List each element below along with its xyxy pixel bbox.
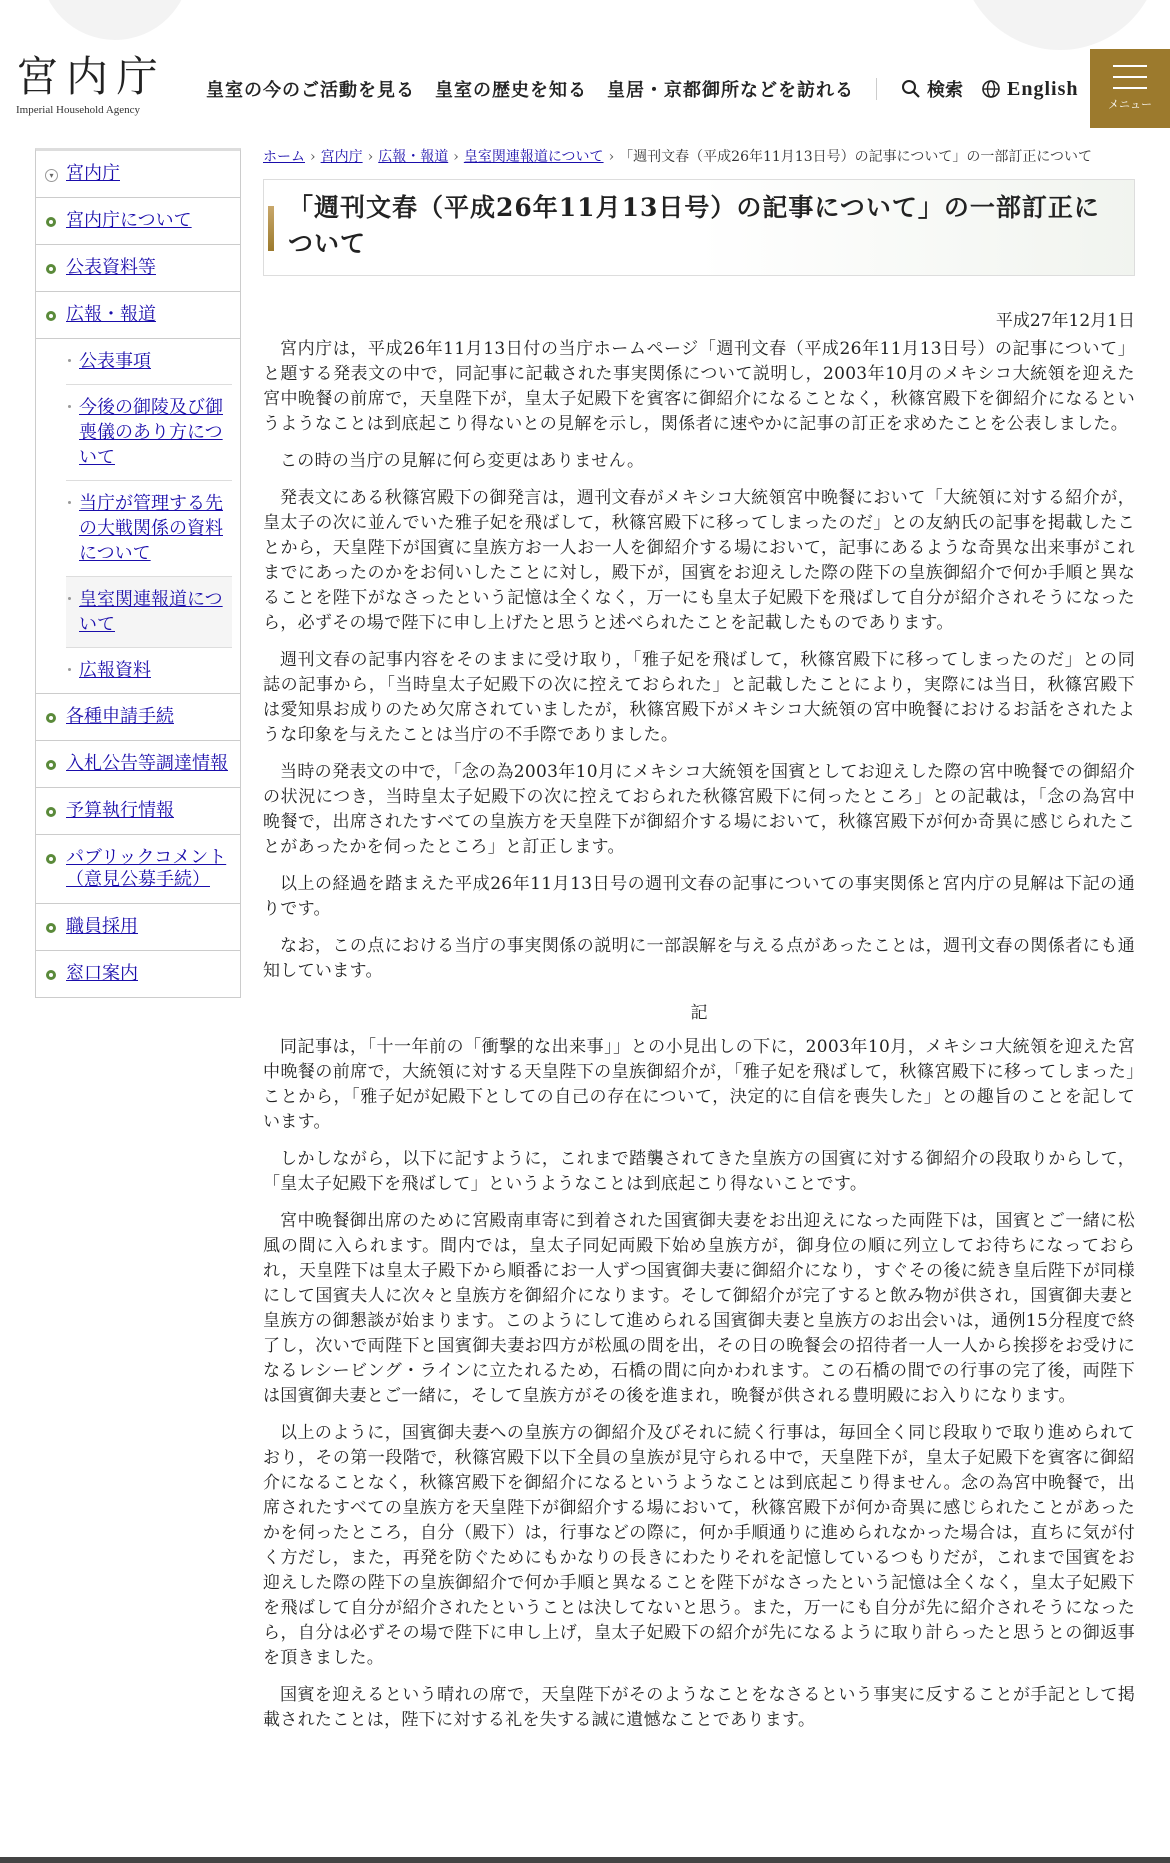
sidebar-item-top[interactable]: [36, 151, 240, 198]
sidebar-subitem[interactable]: [66, 385, 232, 481]
page-title-box: [263, 179, 1135, 276]
bullet-icon: [46, 713, 56, 723]
sidebar-sublink[interactable]: 公表事項: [79, 351, 151, 372]
bottom-bar: [0, 1857, 1170, 1863]
nav-visit[interactable]: 皇居・京都御所などを訪れる: [607, 80, 854, 101]
sidebar-sublink[interactable]: 皇室関連報道について: [79, 589, 223, 635]
sidebar-link[interactable]: パブリックコメント（意見公募手続）: [66, 847, 227, 890]
article-paragraph: しかしながら，以下に記すように，これまで踏襲されてきた皇族方の国賓に対する御紹介の段取りからして，「皇太子妃殿下を飛ばして」というようなことは到底起こり得ないことです。: [263, 1149, 1135, 1194]
sidebar-subitem[interactable]: [66, 648, 232, 693]
sidebar-item-public-docs[interactable]: [36, 245, 240, 292]
sidebar-item-budget[interactable]: [36, 788, 240, 835]
sidebar-subitem[interactable]: [66, 481, 232, 577]
sidebar-item-contact[interactable]: [36, 951, 240, 997]
global-nav: [206, 76, 1078, 102]
search-icon: [901, 79, 921, 99]
breadcrumb: [263, 145, 1135, 169]
hamburger-icon: [1113, 65, 1147, 89]
sidebar-subitem[interactable]: [66, 339, 232, 385]
sidebar-link[interactable]: 宮内庁について: [66, 210, 192, 231]
sidebar-link[interactable]: 広報・報道: [66, 304, 156, 325]
search-button[interactable]: [901, 76, 963, 102]
sidebar-submenu: [36, 339, 240, 694]
sidebar-nav: [35, 148, 241, 998]
globe-icon: [981, 79, 1001, 99]
site-header: [0, 0, 1170, 140]
site-logo[interactable]: [16, 52, 166, 116]
article-paragraph: 発表文にある秋篠宮殿下の御発言は，週刊文春がメキシコ大統領宮中晩餐において「大統領に対する紹介が，皇太子の次に並んでいた雅子妃を飛ばして，秋篠宮殿下に移ってしまったのだ」との友納氏の記事を掲載したことから，天皇陛下が国賓に皇族方お一人お一人を御紹介する場において，記事にあるような奇異な出来事がこれまでにあったのかをお伺いしたことに対し，殿下が，国賓をお迎えした際の陛下の皇族御紹介で何か手順と異なることを陛下がなさったという記憶は全くなく，万一にも皇太子妃殿下を飛ばして自分が紹介されそうになったら，必ずその場で陛下に申し上げたと思うと述べられたことを記載したものであります。: [263, 488, 1135, 633]
sidebar-subitem-current[interactable]: [66, 577, 232, 648]
article-paragraph: 宮内庁は，平成26年11月13日付の当庁ホームページ「週刊文春（平成26年11月13日号）の記事について」と題する発表文の中で，同記事に記載された事実関係について説明し，2003年10月のメキシコ大統領を迎えた宮中晩餐の前席で，天皇陛下が，皇太子妃殿下を賓客に御紹介になることなく，秋篠宮殿下を御紹介になるというようなことは到底起こり得ないとの見解を示し，関係者に速やかに記事の訂正を求めたことを公表しました。: [263, 339, 1135, 434]
sidebar-sublink[interactable]: 広報資料: [79, 660, 151, 681]
sidebar-item-press[interactable]: [36, 292, 240, 339]
logo-text: 宮内庁: [16, 52, 167, 101]
sidebar-link[interactable]: 各種申請手続: [66, 706, 174, 727]
sidebar-link[interactable]: 窓口案内: [66, 963, 138, 984]
bullet-icon: [46, 311, 56, 321]
article-paragraph: 以上のように，国賓御夫妻への皇族方の御紹介及びそれに続く行事は，毎回全く同じ段取りで取り進められており，その第一段階で，秋篠宮殿下以下全員の皇族が見守られる中で，天皇陛下が，皇太子妃殿下を賓客に御紹介になることなく，秋篠宮殿下を御紹介になるというようなことは到底起こり得ません。念の為宮中晩餐で，出席されたすべての皇族方を天皇陛下が御紹介する場において，秋篠宮殿下が何か奇異に感じられたことがあったかを伺ったところ，自分（殿下）は，行事などの際に，何か手順通りに進められなかった場合は，直ちに気が付く方だし，また，再発を防ぐためにもかなりの長きにわたりそれを記憶しているつもりだが，これまで国賓をお迎えした際の陛下の皇族御紹介で何か手順と異なることを陛下がなさったという記憶は全くなく，皇太子妃殿下を飛ばして自分が紹介されたということは決してないと思う。また，万一にも自分が先に紹介されそうになったら，自分は必ずその場で陛下に申し上げ，皇太子妃殿下の紹介が先になるように取り計らったと思うとの御返事を頂きました。: [263, 1423, 1135, 1668]
sidebar-link[interactable]: 公表資料等: [66, 257, 156, 278]
sidebar-item-recruitment[interactable]: [36, 904, 240, 951]
breadcrumb-link[interactable]: 広報・報道: [378, 149, 449, 165]
sidebar-item-procurement[interactable]: [36, 741, 240, 788]
menu-label: メニュー: [1108, 98, 1152, 111]
page-title: 「週刊文春（平成26年11月13日号）の記事について」の一部訂正について: [288, 193, 1100, 258]
search-label: 検索: [927, 80, 963, 101]
article-paragraph: 宮中晩餐御出席のために宮殿南車寄に到着された国賓御夫妻をお出迎えになった両陛下は，国賓とご一緒に松風の間に入られます。間内では，皇太子同妃両殿下始め皇族方が，御身位の順に列立してお待ちになっておられ，天皇陛下は皇太子殿下から順番にお一人ずつ国賓御夫妻に御紹介になり，すぐその後に続き皇后陛下が同様にして国賓夫人に次々と皇族方を御紹介になります。そして御紹介が完了すると飲み物が供され，国賓御夫妻と皇族方の御懇談が始まります。このようにして進められる国賓御夫妻と皇族方のお出会いは，通例15分程度で終了し，次いで両陛下と国賓御夫妻お四方が松風の間を出，その日の晩餐会の招待者一人一人から挨拶をお受けになるレシービング・ラインに立たれるため，石橋の間に向かわれます。この石橋の間での行事の完了後，両陛下は国賓御夫妻とご一緒に，そして皇族方がその後を進まれ，晩餐が供される豊明殿にお入りになります。: [263, 1211, 1135, 1406]
bullet-icon: [46, 807, 56, 817]
breadcrumb-home[interactable]: ホーム: [263, 149, 305, 165]
bullet-icon: [46, 217, 56, 227]
bullet-icon: [46, 970, 56, 980]
sidebar-item-applications[interactable]: [36, 694, 240, 741]
sidebar-item-public-comment[interactable]: [36, 835, 240, 904]
collapse-icon[interactable]: ▾: [45, 169, 58, 182]
nav-activities[interactable]: 皇室の今のご活動を見る: [206, 80, 415, 101]
article-paragraph: この時の当庁の見解に何ら変更はありません。: [280, 451, 645, 471]
bullet-icon: [46, 760, 56, 770]
nav-history[interactable]: 皇室の歴史を知る: [435, 80, 587, 101]
english-link[interactable]: [981, 78, 1078, 101]
nav-divider: [876, 78, 877, 100]
sidebar-link[interactable]: 入札公告等調達情報: [66, 753, 228, 774]
article-paragraph: 当時の発表文の中で，「念の為2003年10月にメキシコ大統領を国賓としてお迎えした際の宮中晩餐での御紹介の状況につき，当時皇太子妃殿下の次に控えておられた秋篠宮殿下に伺ったところ」との記載は，「念の為宮中晩餐で，出席されたすべての皇族方を天皇陛下が御紹介する場において，秋篠宮殿下が何か奇異に感じられたことがあったかを伺ったところ」と訂正します。: [263, 762, 1135, 857]
publish-date: 平成27年12月1日: [995, 311, 1135, 331]
logo-subtitle: Imperial Household Agency: [16, 104, 141, 116]
menu-button[interactable]: [1090, 49, 1170, 128]
bullet-icon: [46, 264, 56, 274]
breadcrumb-separator: ›: [310, 149, 316, 165]
breadcrumb-separator: ›: [367, 149, 374, 165]
bullet-icon: [46, 854, 56, 864]
sidebar-item-about[interactable]: [36, 198, 240, 245]
breadcrumb-link[interactable]: 宮内庁: [320, 149, 363, 165]
article-paragraph: 週刊文春の記事内容をそのままに受け取り，「雅子妃を飛ばして，秋篠宮殿下に移ってしまったのだ」との同誌の記事から，「当時皇太子妃殿下の次に控えておられた」と記載したことにより，実際には当日，秋篠宮殿下は愛知県お成りのため欠席されていましたが，秋篠宮殿下がメキシコ大統領の宮中晩餐におけるお話をされたような印象を与えたことは当庁の不手際でありました。: [263, 650, 1135, 745]
title-accent-bar: [268, 206, 274, 251]
breadcrumb-current: 「週刊文春（平成26年11月13日号）の記事について」の一部訂正について: [619, 149, 1093, 165]
breadcrumb-separator: ›: [608, 149, 615, 165]
english-label: English: [1007, 77, 1079, 100]
sidebar-sublink[interactable]: 当庁が管理する先の大戦関係の資料について: [79, 493, 223, 564]
section-heading-ki: 記: [690, 1003, 708, 1023]
breadcrumb-separator: ›: [453, 149, 459, 165]
article-paragraph: 以上の経過を踏まえた平成26年11月13日号の週刊文春の記事についての事実関係と宮内庁の見解は下記の通りです。: [263, 874, 1135, 919]
main-content: [263, 145, 1135, 1733]
sidebar-link[interactable]: 職員採用: [66, 916, 138, 937]
sidebar-sublink[interactable]: 今後の御陵及び御喪儀のあり方について: [79, 397, 223, 468]
breadcrumb-link[interactable]: 皇室関連報道について: [463, 149, 604, 165]
bullet-icon: [46, 923, 56, 933]
sidebar-link[interactable]: 予算執行情報: [66, 800, 174, 821]
article-paragraph: なお，この点における当庁の事実関係の説明に一部誤解を与える点があったことは，週刊文春の関係者にも通知しています。: [263, 936, 1135, 981]
sidebar-link[interactable]: 宮内庁: [66, 163, 120, 184]
article-paragraph: 国賓を迎えるという晴れの席で，天皇陛下がそのようなことをなさるという事実に反することが手記として掲載されたことは，陛下に対する礼を失する誠に遺憾なことであります。: [263, 1685, 1135, 1730]
article-paragraph: 同記事は，「十一年前の「衝撃的な出来事」」との小見出しの下に，2003年10月，メキシコ大統領を迎えた宮中晩餐の前席で，大統領に対する天皇陛下の皇族御紹介が，「雅子妃を飛ばして，秋篠宮殿下に移ってしまった」ことから，「雅子妃が妃殿下としての自己の存在について，決定的に自信を喪失した」との趣旨のことを記しています。: [263, 1037, 1135, 1132]
